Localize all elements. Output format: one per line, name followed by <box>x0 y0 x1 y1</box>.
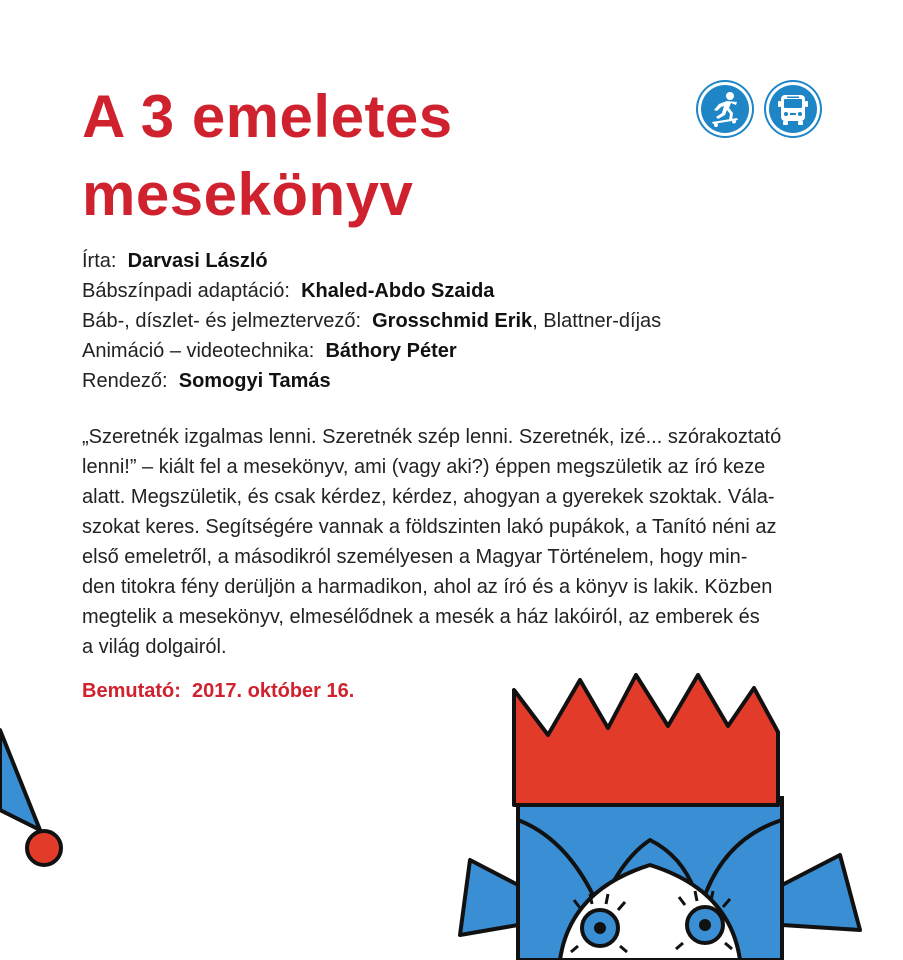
credit-label: Báb-, díszlet- és jelmeztervező: <box>82 310 361 332</box>
credit-suffix: , Blattner-díjas <box>532 310 662 332</box>
description-line: „Szeretnék izgalmas lenni. Szeretnék szép lenni. Szeretnék, izé... szórakoztató <box>82 426 782 448</box>
description-line: megtelik a mesekönyv, elmesélődnek a mesék a ház lakóiról, az emberek és <box>82 606 760 628</box>
jester-hat-tip <box>0 730 61 865</box>
premiere-label: Bemutató: <box>82 680 181 702</box>
credit-adaptation <box>82 276 661 306</box>
credit-designer <box>82 306 661 336</box>
credit-name: Grosschmid Erik <box>372 310 533 332</box>
credits-block <box>82 246 661 396</box>
credit-author <box>82 246 661 276</box>
credit-label: Írta: <box>82 250 117 272</box>
description-line: a világ dolgairól. <box>82 636 227 658</box>
credit-name: Darvasi László <box>127 250 268 272</box>
description-line: első emeletről, a másodikról személyesen a Magyar Történelem, hogy min- <box>82 546 748 568</box>
crowned-character-illustration <box>0 660 903 960</box>
credit-label: Rendező: <box>82 370 168 392</box>
title-line-1: A 3 emeletes <box>82 83 453 150</box>
credit-name: Báthory Péter <box>325 340 457 362</box>
bus-icon <box>766 82 820 136</box>
character-head <box>460 798 860 960</box>
description-line: szokat keres. Segítségére vannak a földszinten lakó pupákok, a Tanító néni az <box>82 516 777 538</box>
credit-animation <box>82 336 661 366</box>
credit-label: Animáció – videotechnika: <box>82 340 315 362</box>
credit-label: Bábszínpadi adaptáció: <box>82 280 290 302</box>
description-line: alatt. Megszületik, és csak kérdez, kérdez, ahogyan a gyerekek szoktak. Vála- <box>82 486 775 508</box>
credit-director <box>82 366 661 396</box>
credit-name: Khaled-Abdo Szaida <box>301 280 495 302</box>
credit-name: Somogyi Tamás <box>178 370 331 392</box>
description-line: lenni!” – kiált fel a mesekönyv, ami (vagy aki?) éppen megszületik az író keze <box>82 456 766 478</box>
page-title <box>82 78 642 234</box>
description-line: den titokra fény derüljön a harmadikon, ahol az író és a könyv is lakik. Közben <box>82 576 773 598</box>
title-line-2: mesekönyv <box>82 161 414 228</box>
skateboarder-icon <box>698 82 752 136</box>
age-icons <box>698 82 820 136</box>
premiere-date: 2017. október 16. <box>192 680 355 702</box>
crown <box>514 675 778 805</box>
description-paragraph <box>82 422 842 662</box>
